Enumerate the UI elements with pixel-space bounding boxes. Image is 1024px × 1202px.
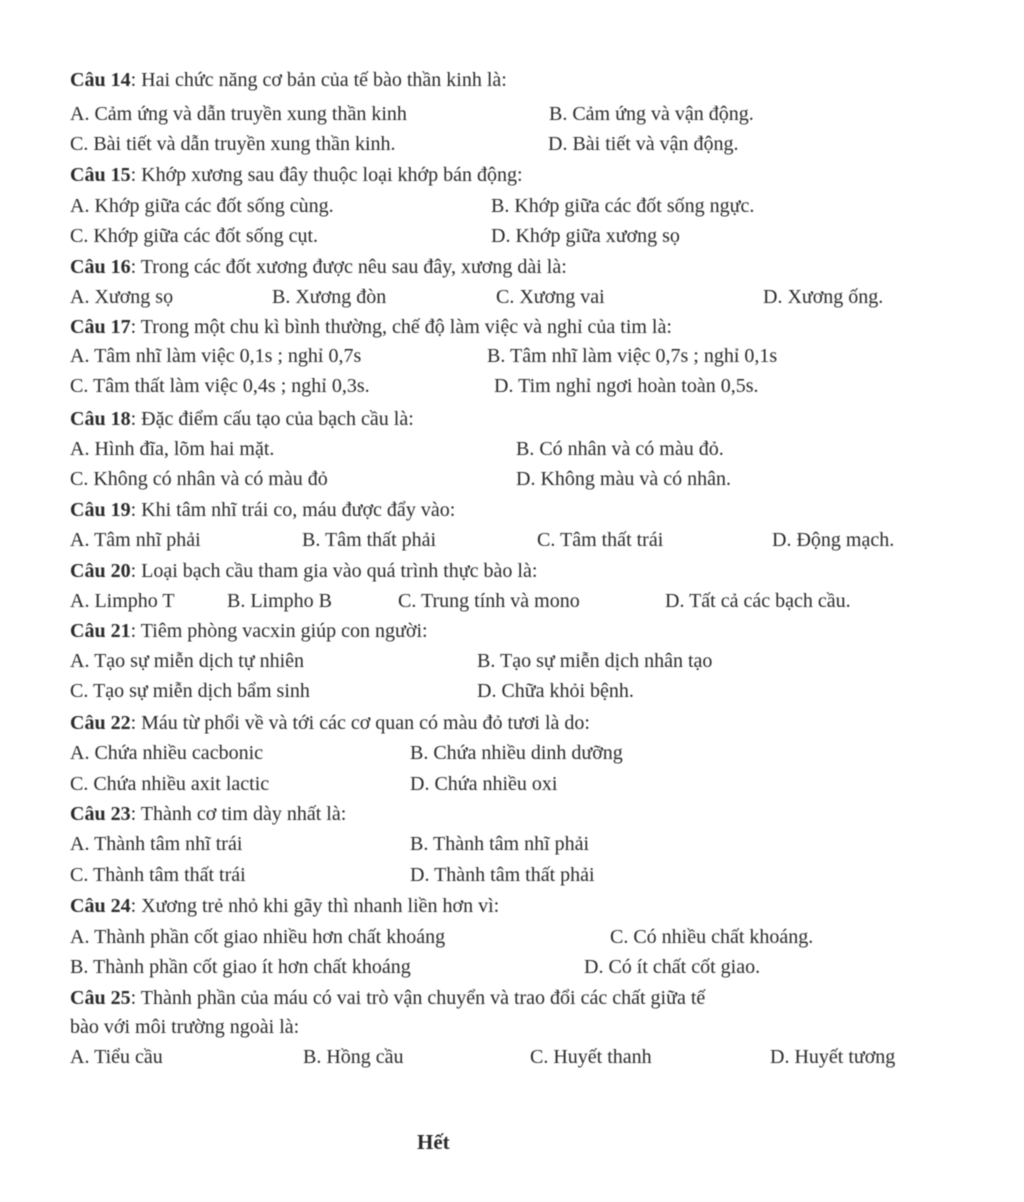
question-text: : Trong các đốt xương được nêu sau đây, xương dài là: <box>130 256 567 278</box>
option-a: A. Khớp giữa các đốt sống cùng. <box>70 195 334 217</box>
option-d: D. Không màu và có nhân. <box>516 468 731 490</box>
option-b: B. Có nhân và có màu đỏ. <box>516 438 724 460</box>
question-20 <box>70 557 537 586</box>
question-19 <box>70 496 455 525</box>
question-number: Câu 24 <box>70 895 131 917</box>
option-c: C. Khớp giữa các đốt sống cụt. <box>70 225 319 247</box>
question-number: Câu 14 <box>70 69 131 91</box>
option-a: A. Tâm nhĩ làm việc 0,1s ; nghỉ 0,7s <box>70 345 362 367</box>
question-number: Câu 21 <box>70 620 131 642</box>
option-d: D. Bài tiết và vận động. <box>548 133 739 155</box>
option-a: A. Tiểu cầu <box>70 1046 163 1068</box>
question-number: Câu 23 <box>70 803 131 825</box>
option-a: A. Thành tâm nhĩ trái <box>70 833 243 855</box>
option-c: C. Huyết thanh <box>530 1046 652 1068</box>
option-d: D. Khớp giữa xương sọ <box>491 225 680 247</box>
option-d: D. Tim nghỉ ngơi hoàn toàn 0,5s. <box>494 375 759 397</box>
option-d: D. Chứa nhiều oxi <box>410 773 558 795</box>
option-c: C. Thành tâm thất trái <box>70 864 246 886</box>
question-21 <box>70 617 428 646</box>
option-b: B. Hồng cầu <box>303 1046 404 1068</box>
option-b: B. Cảm ứng và vận động. <box>549 103 754 125</box>
question-15 <box>70 161 523 190</box>
option-b: B. Khớp giữa các đốt sống ngực. <box>491 195 755 217</box>
option-b: B. Chứa nhiều dinh dưỡng <box>410 742 623 764</box>
question-text: : Thành cơ tim dày nhất là: <box>130 803 347 825</box>
option-a: A. Limpho T <box>70 590 175 612</box>
option-b: B. Xương đòn <box>272 286 387 308</box>
question-number: Câu 20 <box>70 560 131 582</box>
question-text: : Hai chức năng cơ bản của tế bào thần kinh là: <box>130 69 507 91</box>
question-text: : Xương trẻ nhỏ khi gãy thì nhanh liền hơn vì: <box>130 895 500 917</box>
question-text: : Khớp xương sau đây thuộc loại khớp bán động: <box>130 164 523 186</box>
option-a: A. Tâm nhĩ phải <box>70 529 201 551</box>
question-25 <box>70 984 705 1013</box>
question-number: Câu 16 <box>70 256 131 278</box>
question-text: : Đặc điểm cấu tạo của bạch cầu là: <box>130 408 414 430</box>
option-d: D. Có ít chất cốt giao. <box>584 956 761 978</box>
option-c: C. Trung tính và mono <box>398 590 580 612</box>
option-c: C. Bài tiết và dẫn truyền xung thần kinh. <box>70 133 396 155</box>
option-d: D. Tất cả các bạch cầu. <box>665 590 851 612</box>
question-number: Câu 22 <box>70 712 131 734</box>
option-c: C. Không có nhân và có màu đỏ <box>70 468 328 490</box>
option-a: A. Cảm ứng và dẫn truyền xung thần kinh <box>70 103 407 125</box>
option-b: B. Thành phần cốt giao ít hơn chất khoáng <box>70 956 411 978</box>
question-text: : Khi tâm nhĩ trái co, máu được đẩy vào: <box>130 499 456 521</box>
question-17 <box>70 313 672 342</box>
option-a: A. Tạo sự miễn dịch tự nhiên <box>70 650 305 672</box>
question-number: Câu 25 <box>70 987 131 1009</box>
option-b: B. Tâm thất phải <box>302 529 437 551</box>
question-24 <box>70 892 499 921</box>
option-a: A. Hình đĩa, lõm hai mặt. <box>70 438 275 460</box>
option-b: B. Limpho B <box>227 590 333 612</box>
option-c: C. Xương vai <box>496 286 605 308</box>
question-number: Câu 17 <box>70 316 131 338</box>
question-text: : Loại bạch cầu tham gia vào quá trình thực bào là: <box>130 560 538 582</box>
option-b: B. Tâm nhĩ làm việc 0,7s ; nghỉ 0,1s <box>487 345 778 367</box>
option-d: D. Động mạch. <box>772 529 895 551</box>
question-text-continued: bào với môi trường ngoài là: <box>70 1016 300 1038</box>
question-text: : Tiêm phòng vacxin giúp con người: <box>130 620 428 642</box>
option-d: D. Chữa khỏi bệnh. <box>477 680 634 702</box>
question-text: : Máu từ phổi về và tới các cơ quan có màu đỏ tươi là do: <box>130 712 590 734</box>
question-number: Câu 18 <box>70 408 131 430</box>
option-b: B. Tạo sự miễn dịch nhân tạo <box>477 650 713 672</box>
option-c: C. Có nhiều chất khoáng. <box>610 926 814 948</box>
option-d: D. Thành tâm thất phải <box>410 864 595 886</box>
option-c: C. Tạo sự miễn dịch bẩm sinh <box>70 680 310 702</box>
question-23 <box>70 800 346 829</box>
option-a: A. Xương sọ <box>70 286 174 308</box>
option-d: D. Huyết tương <box>770 1046 896 1068</box>
question-22 <box>70 709 590 738</box>
option-a: A. Chứa nhiều cacbonic <box>70 742 263 764</box>
question-18 <box>70 405 414 434</box>
question-14 <box>70 66 507 95</box>
question-number: Câu 19 <box>70 499 131 521</box>
question-16 <box>70 253 567 282</box>
option-a: A. Thành phần cốt giao nhiều hơn chất khoáng <box>70 926 446 948</box>
question-number: Câu 15 <box>70 164 131 186</box>
question-text: : Thành phần của máu có vai trò vận chuyển và trao đổi các chất giữa tế <box>130 987 706 1009</box>
option-b: B. Thành tâm nhĩ phải <box>410 833 590 855</box>
question-text: : Trong một chu kì bình thường, chế độ làm việc và nghỉ của tim là: <box>130 316 672 338</box>
end-marker: Hết <box>417 1130 450 1154</box>
option-c: C. Tâm thất làm việc 0,4s ; nghỉ 0,3s. <box>70 375 370 397</box>
option-d: D. Xương ống. <box>763 286 884 308</box>
option-c: C. Chứa nhiều axit lactic <box>70 773 270 795</box>
option-c: C. Tâm thất trái <box>537 529 664 551</box>
